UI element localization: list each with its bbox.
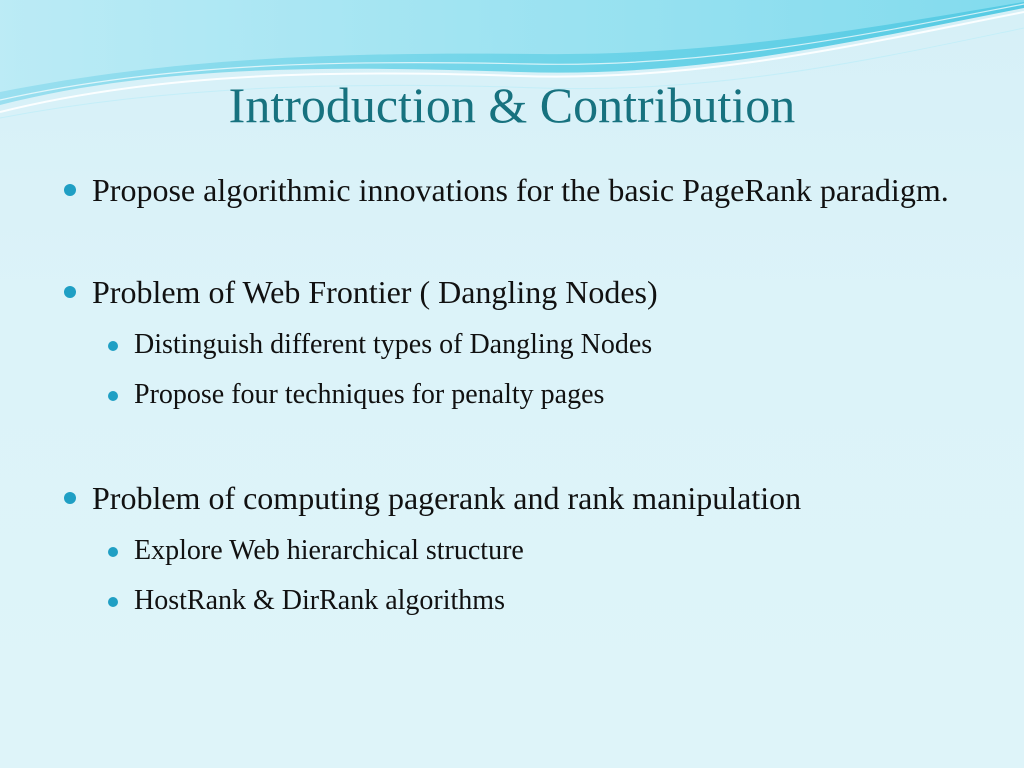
sub-bullet-item [60, 526, 964, 576]
sub-bullet-dot-icon [108, 341, 118, 351]
sub-bullet-text: Propose four techniques for penalty pages [134, 379, 605, 410]
sub-bullet-item [60, 370, 964, 420]
sub-bullet-dot-icon [108, 547, 118, 557]
bullet-text: Propose algorithmic innovations for the basic PageRank paradigm. [92, 172, 949, 208]
bullet-list [60, 166, 964, 626]
bullet-item [60, 474, 964, 522]
bullet-text: Problem of computing pagerank and rank manipulation [92, 480, 802, 516]
sub-bullet-text: HostRank & DirRank algorithms [134, 585, 505, 616]
sub-bullet-text: Distinguish different types of Dangling Nodes [134, 329, 653, 360]
slide-title: Introduction & Contribution [228, 77, 796, 133]
bullet-text: Problem of Web Frontier ( Dangling Nodes) [92, 274, 658, 310]
bullet-dot-icon [64, 184, 76, 196]
sub-bullet-item [60, 576, 964, 626]
bullet-item [60, 268, 964, 316]
bullet-dot-icon [64, 492, 76, 504]
sub-bullet-text: Explore Web hierarchical structure [134, 535, 524, 566]
sub-bullet-item [60, 320, 964, 370]
bullet-item [60, 166, 964, 214]
sub-bullet-dot-icon [108, 597, 118, 607]
sub-bullet-dot-icon [108, 391, 118, 401]
bullet-dot-icon [64, 286, 76, 298]
